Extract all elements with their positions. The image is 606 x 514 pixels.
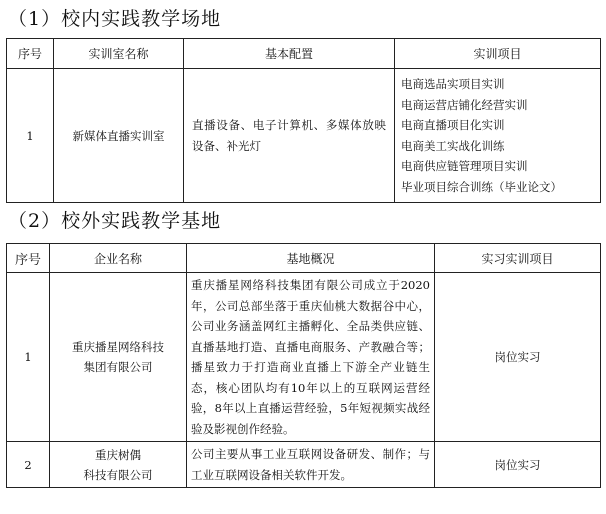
- header-config: 基本配置: [184, 39, 395, 69]
- table-header-row: [7, 244, 601, 273]
- header-room-name: 实训室名称: [54, 39, 184, 69]
- company-name-line: 重庆播星网络科技: [72, 340, 164, 354]
- training-item: 电商供应链管理项目实训: [401, 159, 528, 173]
- table-row: [7, 442, 601, 488]
- row-number: 1: [7, 69, 54, 203]
- table-row: [7, 273, 601, 442]
- campus-training-table: [6, 38, 601, 203]
- header-training-items: 实训项目: [395, 39, 601, 69]
- company-name: [50, 273, 187, 442]
- header-company-name: 企业名称: [50, 244, 187, 273]
- header-internship-project: 实习实训项目: [435, 244, 601, 273]
- table-row: [7, 69, 601, 203]
- header-no: 序号: [7, 39, 54, 69]
- company-name-line: 科技有限公司: [83, 467, 153, 482]
- section-title-offcampus: （2）校外实践教学基地: [8, 210, 222, 232]
- training-item: 毕业项目综合训练（毕业论文）: [401, 179, 562, 194]
- header-no: 序号: [7, 244, 50, 273]
- room-name: 新媒体直播实训室: [54, 69, 184, 203]
- internship-project: 岗位实习: [435, 273, 601, 442]
- offcampus-base-table: [6, 243, 601, 488]
- company-name: [50, 442, 187, 488]
- training-item: 电商选品实项目实训: [401, 77, 505, 91]
- company-name-line: 集团有限公司: [83, 360, 153, 374]
- training-item: 电商运营店铺化经营实训: [401, 97, 528, 112]
- training-item: 电商直播项目化实训: [401, 118, 505, 132]
- header-overview: 基地概况: [187, 244, 435, 273]
- training-item: 电商美工实战化训练: [401, 138, 505, 153]
- table-header-row: [7, 39, 601, 69]
- room-config: 直播设备、电子计算机、多媒体放映设备、补光灯: [184, 69, 395, 203]
- company-overview: 公司主要从事工业互联网设备研发、制作；与工业互联网设备相关软件开发。: [187, 442, 435, 488]
- internship-project: 岗位实习: [435, 442, 601, 488]
- section-title-campus: （1）校内实践教学场地: [8, 8, 222, 30]
- company-overview: 重庆播星网络科技集团有限公司成立于2020年，公司总部坐落于重庆仙桃大数据谷中心，公司业务涵盖网红主播孵化、全品类供应链、直播基地打造、直播电商服务、产教融合等；播星致力于打造商业直播上下游全产业链生态，核心团队均有10年以上的互联网运营经验，8年以上直播运营经验，5年短视频实战经验及影视创作经验。: [187, 273, 435, 442]
- row-number: 1: [7, 273, 50, 442]
- training-items-cell: [395, 69, 601, 203]
- company-name-line: 重庆树偶: [95, 447, 141, 462]
- row-number: 2: [7, 442, 50, 488]
